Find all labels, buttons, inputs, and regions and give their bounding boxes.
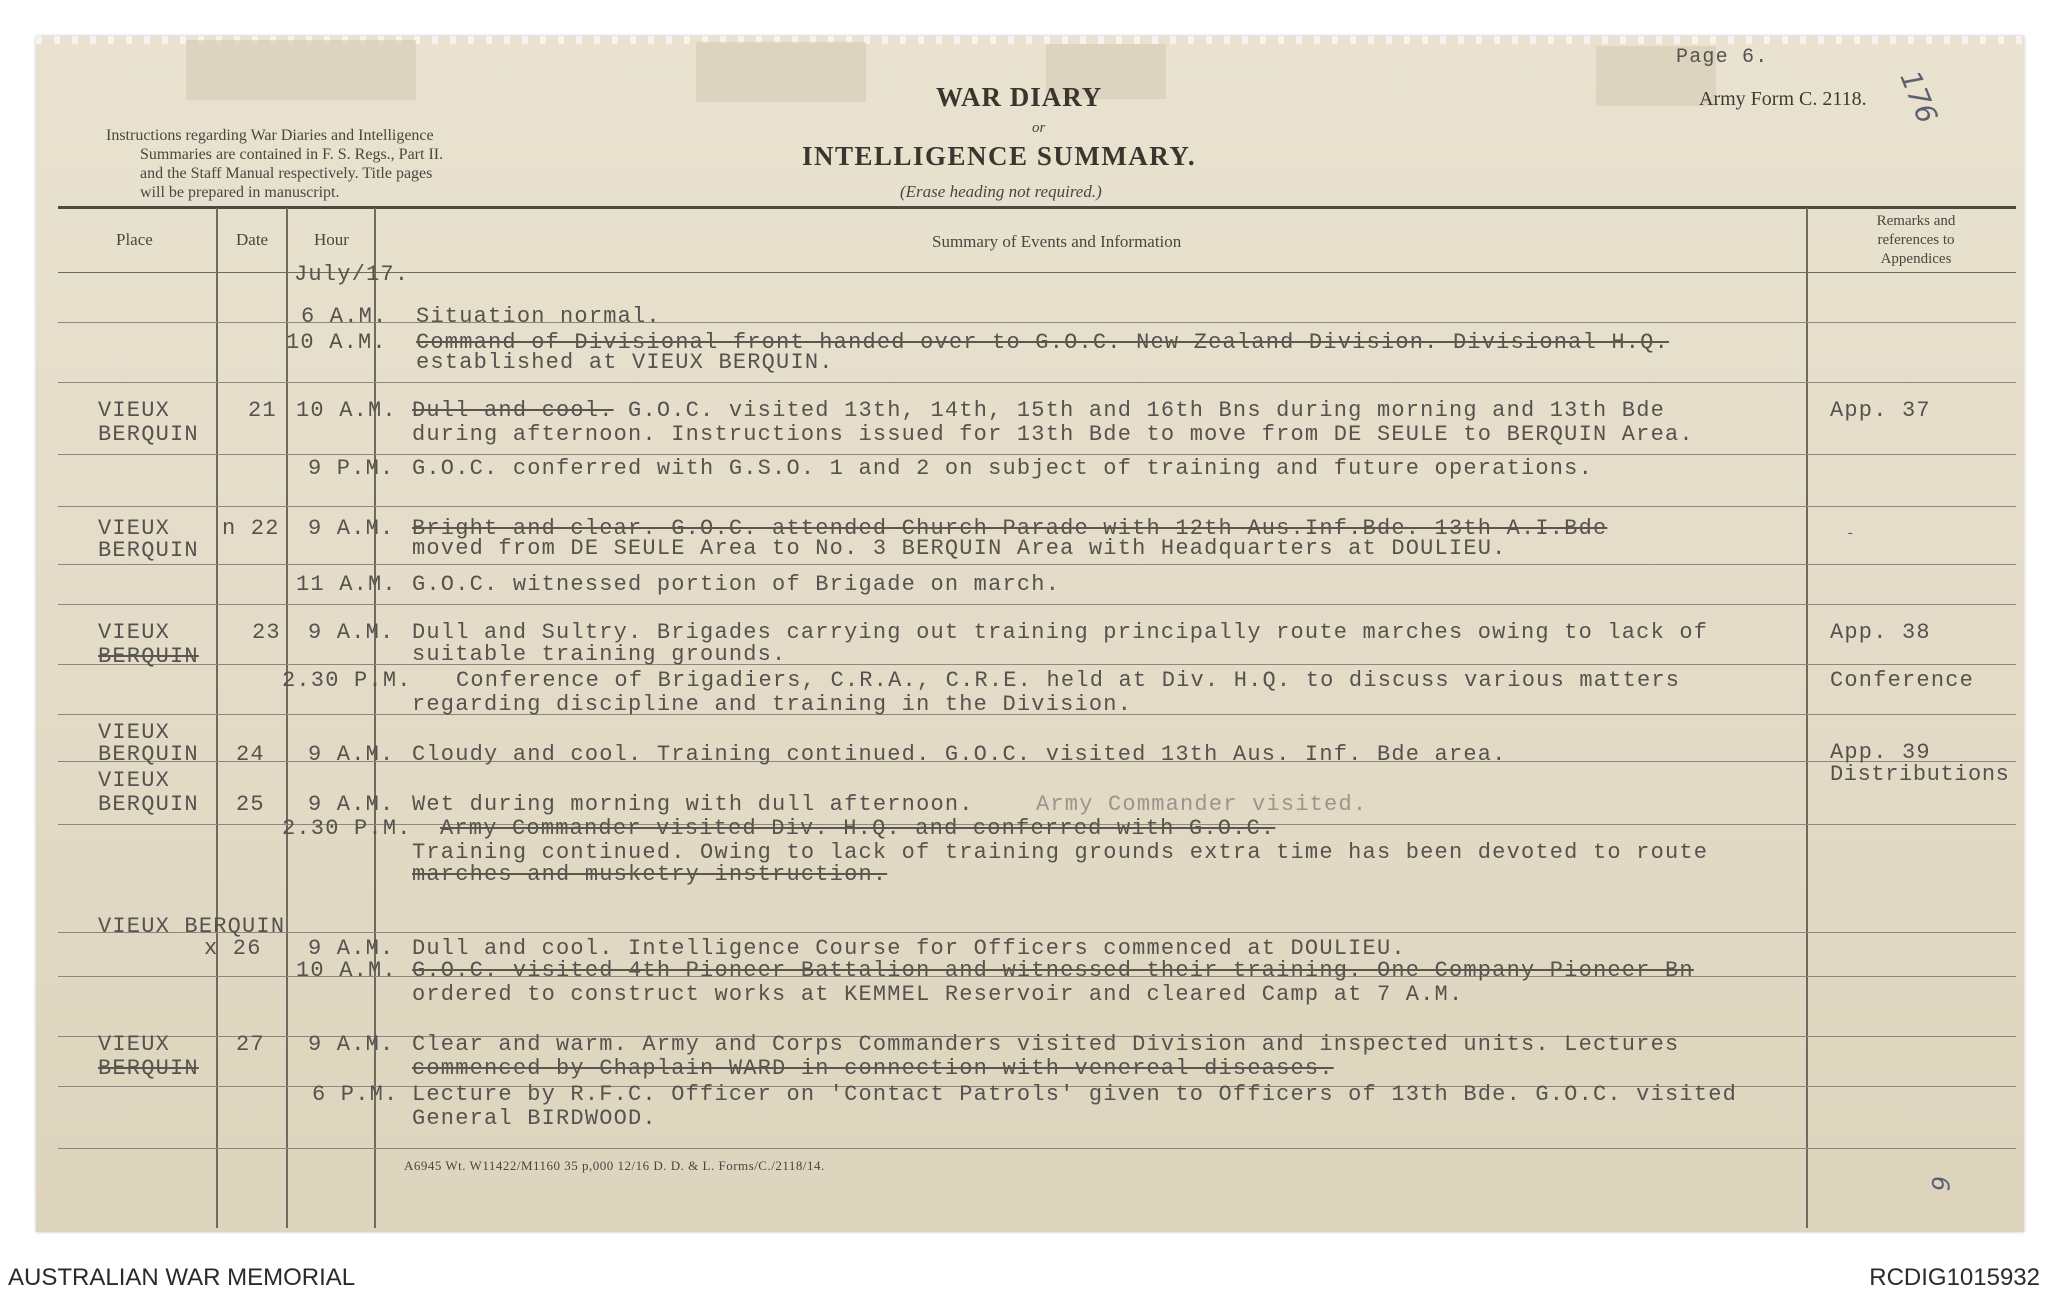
entry-hour: 9 A.M.: [308, 620, 395, 645]
entry-hour: 11 A.M.: [296, 572, 397, 597]
title-or: or: [1032, 120, 1046, 136]
entry-text: during afternoon. Instructions issued for 13th Bde to move from DE SEULE to BERQUIN Area.: [412, 422, 1694, 447]
entry-text: marches and musketry instruction.: [412, 862, 888, 887]
date-label: 25: [236, 792, 265, 817]
entry-text: Army Commander visited Div. H.Q. and conferred with G.O.C.: [440, 816, 1276, 841]
entry-text: Situation normal.: [416, 304, 661, 329]
place-label: VIEUX: [98, 398, 171, 423]
footer-id: RCDIG1015932: [1869, 1264, 2040, 1291]
place-label: BERQUIN: [98, 538, 199, 563]
entry-hour: 9 A.M.: [308, 936, 395, 961]
date-label: 21: [248, 398, 277, 423]
place-label: VIEUX: [98, 620, 171, 645]
column-header-summary: Summary of Events and Information: [932, 232, 1182, 251]
row-rule: [58, 664, 2016, 665]
remark-mark: -: [1846, 526, 1856, 542]
place-label: VIEUX: [98, 516, 171, 541]
title: WAR DIARY: [936, 82, 1103, 112]
entry-text: Bright and clear. G.O.C. attended Church Parade with 12th Aus.Inf.Bde. 13th A.I.Bde: [412, 516, 1608, 541]
entry-text: regarding discipline and training in the Division.: [412, 692, 1133, 717]
entry-hour: 9 A.M.: [308, 1032, 395, 1057]
entry-text: Lecture by R.F.C. Officer on 'Contact Patrols' given to Officers of 13th Bde. G.O.C. visited: [412, 1082, 1737, 1107]
row-rule: [58, 506, 2016, 507]
entry-text: commenced by Chaplain WARD in connection with venereal diseases.: [412, 1056, 1334, 1081]
column-header-date: Date: [236, 230, 269, 249]
appendix-ref: App. 38: [1830, 620, 1931, 645]
column-divider-place: [216, 208, 218, 1228]
row-rule: [58, 564, 2016, 565]
entry-hour: 9 P.M.: [308, 456, 395, 481]
stain: [186, 40, 416, 100]
appendix-ref: App. 37: [1830, 398, 1931, 423]
place-label: BERQUIN: [98, 792, 199, 817]
entry-hour: 9 A.M.: [308, 742, 395, 767]
date-label: 23: [252, 620, 281, 645]
stain: [696, 42, 866, 102]
page-number: Page 6.: [1676, 46, 1769, 69]
entry-hour: 9 A.M.: [308, 792, 395, 817]
instructions-line-4: will be prepared in manuscript.: [140, 184, 340, 201]
date-label: 27: [236, 1032, 265, 1057]
folio-number: 176: [1893, 66, 1945, 128]
row-rule: [58, 1148, 2016, 1149]
entry-text: established at VIEUX BERQUIN.: [416, 350, 834, 375]
entry-hour: 2.30 P.M.: [282, 816, 412, 841]
war-diary-page: [36, 36, 2024, 1232]
side-mark: 6: [1926, 1176, 1954, 1192]
entry-text: Command of Divisional front handed over to G.O.C. New Zealand Division. Divisional H.Q.: [416, 330, 1669, 355]
printer-imprint: A6945 Wt. W11422/M1160 35 p,000 12/16 D. D. & L. Forms/C./2118/14.: [404, 1158, 825, 1173]
column-header-place: Place: [116, 230, 153, 249]
entry-text: Wet during morning with dull afternoon.: [412, 792, 974, 817]
appendix-ref: Conference: [1830, 668, 1975, 693]
entry-text: G.O.C. visited 4th Pioneer Battalion and witnessed their training. One Company Pioneer Bn: [412, 958, 1694, 983]
entry-hour: 6 A.M.: [301, 304, 388, 329]
date-label: x 26: [204, 936, 262, 961]
remarks-header-line: Remarks and: [1876, 213, 1956, 229]
entry-hour: 2.30 P.M.: [282, 668, 412, 693]
appendix-ref: Distributions: [1830, 762, 2010, 787]
entry-text: Dull and cool. Intelligence Course for Officers commenced at DOULIEU.: [412, 936, 1406, 961]
entry-text: G.O.C. conferred with G.S.O. 1 and 2 on subject of training and future operations.: [412, 456, 1593, 481]
column-divider-date: [286, 208, 288, 1228]
date-label: n 22: [222, 516, 280, 541]
instructions-line-3: and the Staff Manual respectively. Title pages: [140, 165, 433, 182]
row-rule: [58, 382, 2016, 383]
column-header-hour: Hour: [314, 230, 349, 249]
army-form: Army Form C. 2118.: [1699, 88, 1867, 110]
entry-hour: 9 A.M.: [308, 516, 395, 541]
appendix-ref: App. 39: [1830, 740, 1931, 765]
column-divider-hour: [374, 208, 376, 1228]
row-rule: [58, 454, 2016, 455]
place-label: VIEUX: [98, 768, 171, 793]
entry-text: General BIRDWOOD.: [412, 1106, 657, 1131]
entry-text: moved from DE SEULE Area to No. 3 BERQUIN Area with Headquarters at DOULIEU.: [412, 536, 1507, 561]
entry-hour: 6 P.M.: [312, 1082, 399, 1107]
row-rule: [58, 604, 2016, 605]
entry-text: Clear and warm. Army and Corps Commanders visited Division and inspected units. Lectures: [412, 1032, 1680, 1057]
place-label: BERQUIN: [98, 422, 199, 447]
entry-text: suitable training grounds.: [412, 642, 787, 667]
instructions-line-1: Instructions regarding War Diaries and Intelligence: [106, 127, 434, 144]
footer-credit: AUSTRALIAN WAR MEMORIAL: [8, 1264, 356, 1291]
header-rule: [58, 206, 2016, 209]
place-label: VIEUX: [98, 720, 171, 745]
remarks-header-line: Appendices: [1880, 251, 1952, 267]
entry-text: [412, 398, 1665, 423]
entry-text: Training continued. Owing to lack of training grounds extra time has been devoted to route: [412, 840, 1709, 865]
place-label: BERQUIN: [98, 742, 199, 767]
entry-hour: 10 A.M.: [286, 330, 387, 355]
entry-hour: 10 A.M.: [296, 398, 397, 423]
entry-text: G.O.C. witnessed portion of Brigade on march.: [412, 572, 1061, 597]
entry-text-faint: Army Commander visited.: [1036, 792, 1368, 817]
place-label: BERQUIN: [98, 644, 199, 669]
entry-text-rest: G.O.C. visited 13th, 14th, 15th and 16th Bns during morning and 13th Bde: [613, 398, 1665, 423]
date-label: 24: [236, 742, 265, 767]
instructions-line-2: Summaries are contained in F. S. Regs., Part II.: [140, 146, 444, 163]
place-label: VIEUX BERQUIN: [98, 914, 286, 939]
remarks-header-line: references to: [1877, 232, 1955, 248]
entry-text: Cloudy and cool. Training continued. G.O.C. visited 13th Aus. Inf. Bde area.: [412, 742, 1507, 767]
column-header-remarks: [1826, 212, 2006, 269]
entry-text: Conference of Brigadiers, C.R.A., C.R.E. held at Div. H.Q. to discuss various matters: [456, 668, 1681, 693]
erase-note: (Erase heading not required.): [900, 182, 1102, 201]
row-rule: [58, 932, 2016, 933]
place-label: BERQUIN: [98, 1056, 199, 1081]
month-label: July/17.: [294, 262, 410, 287]
subtitle: INTELLIGENCE SUMMARY.: [802, 141, 1197, 171]
place-label: VIEUX: [98, 1032, 171, 1057]
entry-text: ordered to construct works at KEMMEL Reservoir and cleared Camp at 7 A.M.: [412, 982, 1464, 1007]
column-divider-summary: [1806, 208, 1808, 1228]
entry-text-struck: Dull and cool.: [412, 398, 614, 423]
entry-hour: 10 A.M.: [296, 958, 397, 983]
entry-text: Dull and Sultry. Brigades carrying out training principally route marches owing to lack of: [412, 620, 1709, 645]
